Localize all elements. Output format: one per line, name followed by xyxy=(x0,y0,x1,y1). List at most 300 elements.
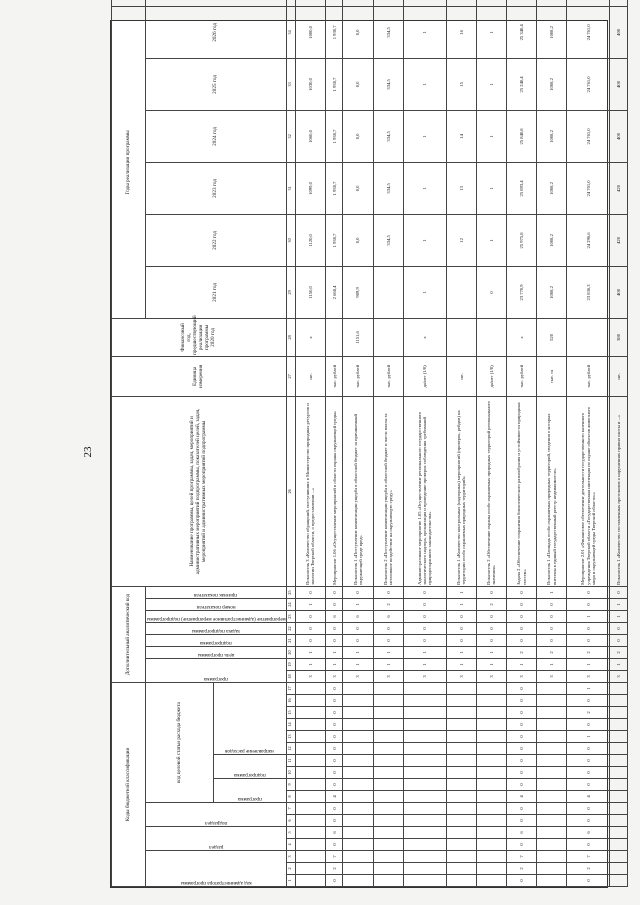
code-cell: 4 xyxy=(506,791,536,803)
code-cell: 0 xyxy=(325,586,342,598)
unit-cell: тыс. рублей xyxy=(506,356,536,396)
code-cell: 1 xyxy=(403,647,446,659)
row-name-cell: Показатель 1 «Количество контрольных (надзорных) мероприятий (проверок, рейдов) на территории особо охраняемых природных территорий» xyxy=(446,396,476,586)
row-name-cell: Показатель 3 «Количество обращений, поступивших в Министерство природных ресурсов и экологии Тверской области, о предоставлении ...» xyxy=(295,396,325,586)
year-value-cell: 1 xyxy=(403,266,446,318)
code-cell xyxy=(403,683,446,695)
column-number: 24 xyxy=(286,599,295,611)
code-cell: 0 xyxy=(506,767,536,779)
code-cell xyxy=(446,695,476,707)
code-cell: 3 xyxy=(446,671,476,683)
code-cell: 0 xyxy=(506,611,536,623)
code-cell: 1 xyxy=(403,659,446,671)
column-number xyxy=(286,0,295,6)
table-row xyxy=(325,0,342,887)
code-cell: 2 xyxy=(610,647,628,659)
code-cell: 6 xyxy=(343,611,373,623)
table-row xyxy=(373,0,403,887)
code-cell: 0 xyxy=(506,683,536,695)
code-cell xyxy=(403,851,446,863)
analytic-label: мероприятие (административное мероприятие) подпрограммы xyxy=(146,616,286,622)
code-cell xyxy=(537,851,567,863)
year-2024-header: 2024 год xyxy=(146,110,287,162)
target-value-cell xyxy=(325,0,342,6)
column-number: 11 xyxy=(286,755,295,767)
code-cell: 0 xyxy=(403,623,446,635)
year-value-cell: 1 930,7 xyxy=(325,162,342,214)
year-value-cell: 1 xyxy=(403,162,446,214)
code-cell xyxy=(373,731,403,743)
column-number: 3 xyxy=(286,851,295,863)
code-cell xyxy=(537,875,567,887)
code-cell: 2 xyxy=(325,863,342,875)
analytic-indicator-sign-header xyxy=(146,586,287,598)
year-value-cell: 1 xyxy=(476,6,506,58)
row-name-cell: Показатель 2 «Обеспечение охраны особо охраняемых природных территорий регионального значения» xyxy=(476,396,506,586)
code-cell xyxy=(403,863,446,875)
column-number: 8 xyxy=(286,791,295,803)
year-value-cell: 25 893,4 xyxy=(506,162,536,214)
code-cell xyxy=(373,827,403,839)
code-cell xyxy=(343,707,373,719)
code-cell: 0 xyxy=(446,611,476,623)
code-cell: 0 xyxy=(567,815,610,827)
code-cell: 0 xyxy=(567,586,610,598)
code-cell xyxy=(295,695,325,707)
code-cell: 2 xyxy=(373,599,403,611)
code-cell xyxy=(610,863,628,875)
year-value-cell: 25 240,4 xyxy=(506,58,536,110)
direction-code-header xyxy=(214,683,287,755)
column-number: 5 xyxy=(286,827,295,839)
landscape-content xyxy=(111,21,621,887)
code-cell: 3 xyxy=(610,671,628,683)
code-cell xyxy=(295,731,325,743)
year-value-cell: 400 xyxy=(610,6,628,58)
code-cell: 0 xyxy=(325,695,342,707)
code-cell: 0 xyxy=(506,635,536,647)
code-cell xyxy=(403,731,446,743)
code-cell xyxy=(537,719,567,731)
code-cell xyxy=(610,815,628,827)
code-cell xyxy=(373,743,403,755)
analytic-label: признак показателя xyxy=(194,592,238,598)
code-cell xyxy=(537,695,567,707)
code-cell: 3 xyxy=(343,671,373,683)
code-cell xyxy=(403,839,446,851)
unit-column-header: Единица измерения xyxy=(112,356,287,396)
code-cell: 0 xyxy=(506,779,536,791)
code-cell xyxy=(476,863,506,875)
code-cell: 1 xyxy=(446,599,476,611)
code-cell xyxy=(476,791,506,803)
code-cell xyxy=(610,851,628,863)
code-cell: 0 xyxy=(537,611,567,623)
code-cell xyxy=(476,683,506,695)
fin-year-value-cell: 1151,6 xyxy=(343,318,373,356)
year-value-cell: 1008,2 xyxy=(537,162,567,214)
fin-year-value-cell: x xyxy=(506,318,536,356)
row-name-cell: Показатель 1 «Количество составленных протоколов о нарушениях правил охоты и ...» xyxy=(610,396,628,586)
year-value-cell: 1 xyxy=(476,162,506,214)
program-code-label: программа xyxy=(237,796,262,802)
year-value-cell: 1 xyxy=(476,214,506,266)
code-cell: 0 xyxy=(325,815,342,827)
fin-year-value-cell xyxy=(325,318,342,356)
code-cell xyxy=(446,683,476,695)
code-cell: 0 xyxy=(295,611,325,623)
code-cell xyxy=(610,719,628,731)
code-cell: 2 xyxy=(506,647,536,659)
code-cell xyxy=(403,695,446,707)
year-value-cell: 1008,2 xyxy=(537,214,567,266)
year-value-cell: 1008,2 xyxy=(537,58,567,110)
code-cell xyxy=(343,863,373,875)
year-value-cell: 25 975,8 xyxy=(506,214,536,266)
year-2021-header: 2021 год xyxy=(146,266,287,318)
column-number: 2 xyxy=(286,863,295,875)
code-cell: 1 xyxy=(373,659,403,671)
year-value-cell: 1 xyxy=(403,6,446,58)
year-value-cell: 24 761,0 xyxy=(567,6,610,58)
code-cell xyxy=(373,755,403,767)
code-cell: 0 xyxy=(567,743,610,755)
code-cell xyxy=(476,743,506,755)
code-cell: 0 xyxy=(325,707,342,719)
row-name-cell: Показатель 1 «Площадь особо охраняемых природных территорий, сведения о которых внесены в единый государственный реестр недвижимости» xyxy=(537,396,567,586)
year-value-cell: 1 930,7 xyxy=(325,58,342,110)
year-value-cell: 334,5 xyxy=(373,6,403,58)
code-cell xyxy=(476,779,506,791)
year-value-cell: 1 xyxy=(403,110,446,162)
code-cell xyxy=(343,755,373,767)
year-value-cell: 0,0 xyxy=(343,214,373,266)
code-cell: 1 xyxy=(295,659,325,671)
code-cell: 3 xyxy=(567,671,610,683)
code-cell xyxy=(537,743,567,755)
code-cell xyxy=(373,707,403,719)
fin-year-value-cell: 520 xyxy=(537,318,567,356)
name-column-header: Наименование программы, целей программы, задач, мероприятий и административных мероприятий подпрограммы, показателей целей, задач, мероприятий и административных мероприятий подпрограммы xyxy=(112,396,287,586)
unit-cell: тыс. рублей xyxy=(325,356,342,396)
analytic-program-header xyxy=(146,659,287,683)
year-value-cell: 24 761,0 xyxy=(567,110,610,162)
code-cell: 0 xyxy=(325,839,342,851)
code-cell: 0 xyxy=(325,803,342,815)
code-cell xyxy=(610,731,628,743)
code-cell: 0 xyxy=(325,683,342,695)
target-value-cell xyxy=(403,0,446,6)
code-cell: 0 xyxy=(403,611,446,623)
code-cell: 0 xyxy=(567,695,610,707)
code-cell: 1 xyxy=(610,611,628,623)
column-number: 27 xyxy=(286,356,295,396)
code-cell: 0 xyxy=(506,743,536,755)
code-cell: 0 xyxy=(506,707,536,719)
section-header xyxy=(146,827,287,851)
code-cell: 7 xyxy=(506,851,536,863)
code-cell xyxy=(373,719,403,731)
code-cell: 0 xyxy=(295,586,325,598)
code-cell: 0 xyxy=(446,623,476,635)
analytic-goal-header xyxy=(146,647,287,659)
code-cell: 6 xyxy=(373,611,403,623)
column-number: 17 xyxy=(286,683,295,695)
code-cell: 0 xyxy=(567,755,610,767)
table-row xyxy=(476,0,506,887)
code-cell xyxy=(610,743,628,755)
code-cell: 0 xyxy=(403,635,446,647)
unit-cell: шт. xyxy=(295,356,325,396)
code-cell xyxy=(403,815,446,827)
column-number: 7 xyxy=(286,803,295,815)
code-cell: 0 xyxy=(567,719,610,731)
code-cell: 2 xyxy=(537,647,567,659)
admin-code-header xyxy=(146,851,287,887)
fin-year-value-cell: 380 xyxy=(610,318,628,356)
program-indicators-table xyxy=(111,0,628,887)
target-value-cell xyxy=(343,0,373,6)
row-name-cell: Показатель 2 «Поступление компенсации ущерба в областной бюджет и части платы за негативное воздействие на окружающую среду» xyxy=(373,396,403,586)
code-cell xyxy=(295,743,325,755)
code-cell: 1 xyxy=(325,659,342,671)
code-cell xyxy=(373,695,403,707)
section-label: раздел xyxy=(208,844,224,850)
code-cell xyxy=(476,875,506,887)
code-cell xyxy=(610,707,628,719)
year-value-cell: 1008,2 xyxy=(537,110,567,162)
year-2025-header: 2025 год xyxy=(146,58,287,110)
code-cell: 6 xyxy=(567,827,610,839)
code-cell: 0 xyxy=(476,586,506,598)
column-number: 20 xyxy=(286,647,295,659)
code-cell xyxy=(295,803,325,815)
year-value-cell: 420 xyxy=(610,162,628,214)
analytic-group-header: Дополнительный аналитический код xyxy=(112,586,146,682)
unit-cell: да/нет (1/0) xyxy=(476,356,506,396)
code-cell xyxy=(476,719,506,731)
row-name-cell: Мероприятие 2.01 «Финансовое обеспечение деятельности государственного казенного учреждения Тверской области «Государственная инспекция по охране объектов животного мира и окружающей среды Тверской области»» xyxy=(567,396,610,586)
target-value-header xyxy=(146,0,287,6)
code-cell xyxy=(373,791,403,803)
code-cell: 0 xyxy=(610,586,628,598)
code-cell: 0 xyxy=(506,586,536,598)
code-cell xyxy=(343,791,373,803)
fin-year-value-cell xyxy=(476,318,506,356)
unit-cell: тыс. рублей xyxy=(343,356,373,396)
column-number: 4 xyxy=(286,839,295,851)
year-value-cell: 13 xyxy=(446,162,476,214)
row-name-cell: Мероприятие 1.06 «Осуществление мероприятий в области охраны окружающей среды» xyxy=(325,396,342,586)
code-cell: 0 xyxy=(506,803,536,815)
code-cell: 0 xyxy=(325,755,342,767)
code-cell xyxy=(476,731,506,743)
column-number: 26 xyxy=(286,396,295,586)
code-cell xyxy=(343,827,373,839)
code-cell: 4 xyxy=(567,791,610,803)
fin-year-column-header: Финансовый год, предшествующий реализации программы 2020 год xyxy=(112,318,287,356)
year-2023-header: 2023 год xyxy=(146,162,287,214)
year-value-cell: 1 xyxy=(403,58,446,110)
code-cell: 0 xyxy=(325,743,342,755)
year-value-cell: 23 836,3 xyxy=(567,266,610,318)
code-cell: 1 xyxy=(537,586,567,598)
code-cell: 0 xyxy=(506,731,536,743)
code-cell: 3 xyxy=(373,671,403,683)
table-row xyxy=(506,0,536,887)
year-value-cell: 1008,2 xyxy=(537,266,567,318)
code-cell xyxy=(610,827,628,839)
year-value-cell: 14 xyxy=(446,110,476,162)
code-cell xyxy=(403,743,446,755)
year-value-cell: 1030,0 xyxy=(295,58,325,110)
column-number: 19 xyxy=(286,659,295,671)
year-value-cell: 0 xyxy=(476,266,506,318)
code-cell: 2 xyxy=(567,647,610,659)
target-value-cell xyxy=(446,0,476,6)
code-cell: 6 xyxy=(506,827,536,839)
code-cell: 3 xyxy=(295,671,325,683)
code-cell xyxy=(610,875,628,887)
direction-code-label: направление расходов xyxy=(225,748,275,754)
code-cell xyxy=(537,683,567,695)
code-cell: 2 xyxy=(476,599,506,611)
year-value-cell: 24 701,0 xyxy=(567,162,610,214)
code-cell xyxy=(476,755,506,767)
unit-cell: да/нет (1/0) xyxy=(403,356,446,396)
code-cell xyxy=(295,851,325,863)
code-cell xyxy=(343,779,373,791)
code-cell xyxy=(446,779,476,791)
subprogram-code-label: подпрограмма xyxy=(234,772,266,778)
code-cell: 0 xyxy=(506,875,536,887)
year-value-cell: 1 xyxy=(476,58,506,110)
code-cell xyxy=(373,779,403,791)
code-cell xyxy=(446,707,476,719)
year-value-cell: 1150,0 xyxy=(295,266,325,318)
code-cell: 0 xyxy=(476,611,506,623)
code-cell: 2 xyxy=(567,863,610,875)
code-cell xyxy=(403,719,446,731)
code-cell xyxy=(295,767,325,779)
code-cell: 2 xyxy=(506,863,536,875)
column-number: 15 xyxy=(286,707,295,719)
code-cell xyxy=(343,695,373,707)
code-cell xyxy=(343,683,373,695)
code-cell xyxy=(537,791,567,803)
year-value-cell: 12 xyxy=(446,214,476,266)
year-value-cell: 0,0 xyxy=(343,110,373,162)
code-cell xyxy=(295,707,325,719)
code-cell: 1 xyxy=(567,683,610,695)
code-cell xyxy=(476,851,506,863)
column-number: 14 xyxy=(286,719,295,731)
year-value-cell: 1 930,7 xyxy=(325,214,342,266)
code-cell xyxy=(537,779,567,791)
code-cell: 0 xyxy=(567,875,610,887)
code-cell xyxy=(446,743,476,755)
code-cell xyxy=(403,875,446,887)
code-cell xyxy=(295,719,325,731)
year-value-cell: 23 770,9 xyxy=(506,266,536,318)
analytic-event-header xyxy=(146,611,287,623)
year-value-cell: 16 xyxy=(446,6,476,58)
code-cell xyxy=(295,863,325,875)
code-cell xyxy=(343,731,373,743)
code-cell xyxy=(403,767,446,779)
year-value-cell: 2 668,4 xyxy=(325,266,342,318)
code-cell xyxy=(295,791,325,803)
column-number: 18 xyxy=(286,671,295,683)
code-cell: 3 xyxy=(403,671,446,683)
year-value-cell: 1099,0 xyxy=(295,162,325,214)
year-value-cell: 1 930,7 xyxy=(325,110,342,162)
code-cell: 0 xyxy=(295,635,325,647)
code-cell xyxy=(476,839,506,851)
fin-year-value-cell xyxy=(446,318,476,356)
code-cell: 0 xyxy=(567,767,610,779)
code-cell: 0 xyxy=(343,623,373,635)
code-cell: 0 xyxy=(325,719,342,731)
code-cell xyxy=(446,767,476,779)
target-value-cell xyxy=(295,0,325,6)
year-value-cell: 1060,0 xyxy=(295,110,325,162)
year-value-cell: 1120,0 xyxy=(295,214,325,266)
unit-cell: тыс. рублей xyxy=(373,356,403,396)
code-cell: 1 xyxy=(537,659,567,671)
code-cell: 0 xyxy=(506,623,536,635)
target-group-header xyxy=(112,0,146,6)
year-value-cell: 400 xyxy=(610,110,628,162)
code-cell: 1 xyxy=(373,647,403,659)
code-cell: 0 xyxy=(537,599,567,611)
code-cell xyxy=(610,779,628,791)
code-cell xyxy=(373,839,403,851)
year-value-cell: 0,0 xyxy=(343,162,373,214)
code-cell xyxy=(610,755,628,767)
row-name-cell: Задача 2 «Обеспечение сохранения биологического разнообразия и устойчивости природных систем» xyxy=(506,396,536,586)
code-cell xyxy=(610,767,628,779)
code-cell: 1 xyxy=(446,659,476,671)
code-cell: 1 xyxy=(567,731,610,743)
code-cell xyxy=(373,875,403,887)
code-cell: 1 xyxy=(567,611,610,623)
year-value-cell: 1 xyxy=(476,110,506,162)
year-value-cell: 1 930,7 xyxy=(325,6,342,58)
code-cell: 0 xyxy=(373,623,403,635)
row-name-cell: Административное мероприятие 1.05 «Осуществление регионального государственного экологического надзора, организация и проведение проверок соблюдения требований природоохранного законодательства» xyxy=(403,396,446,586)
year-value-cell: 25 340,4 xyxy=(506,6,536,58)
code-cell xyxy=(343,851,373,863)
code-cell: 1 xyxy=(476,647,506,659)
code-cell: 0 xyxy=(325,623,342,635)
code-cell xyxy=(446,863,476,875)
fin-year-value-cell xyxy=(373,318,403,356)
column-number: 31 xyxy=(286,162,295,214)
analytic-label: программа xyxy=(203,676,228,682)
code-cell xyxy=(610,791,628,803)
code-cell xyxy=(537,707,567,719)
code-cell: 0 xyxy=(446,635,476,647)
column-number: 33 xyxy=(286,58,295,110)
analytic-indicator-number-header xyxy=(146,599,287,611)
column-number: 10 xyxy=(286,767,295,779)
column-number: 1 xyxy=(286,875,295,887)
year-value-cell: 420 xyxy=(610,214,628,266)
code-cell: 0 xyxy=(476,635,506,647)
code-cell xyxy=(476,827,506,839)
column-number: 21 xyxy=(286,635,295,647)
